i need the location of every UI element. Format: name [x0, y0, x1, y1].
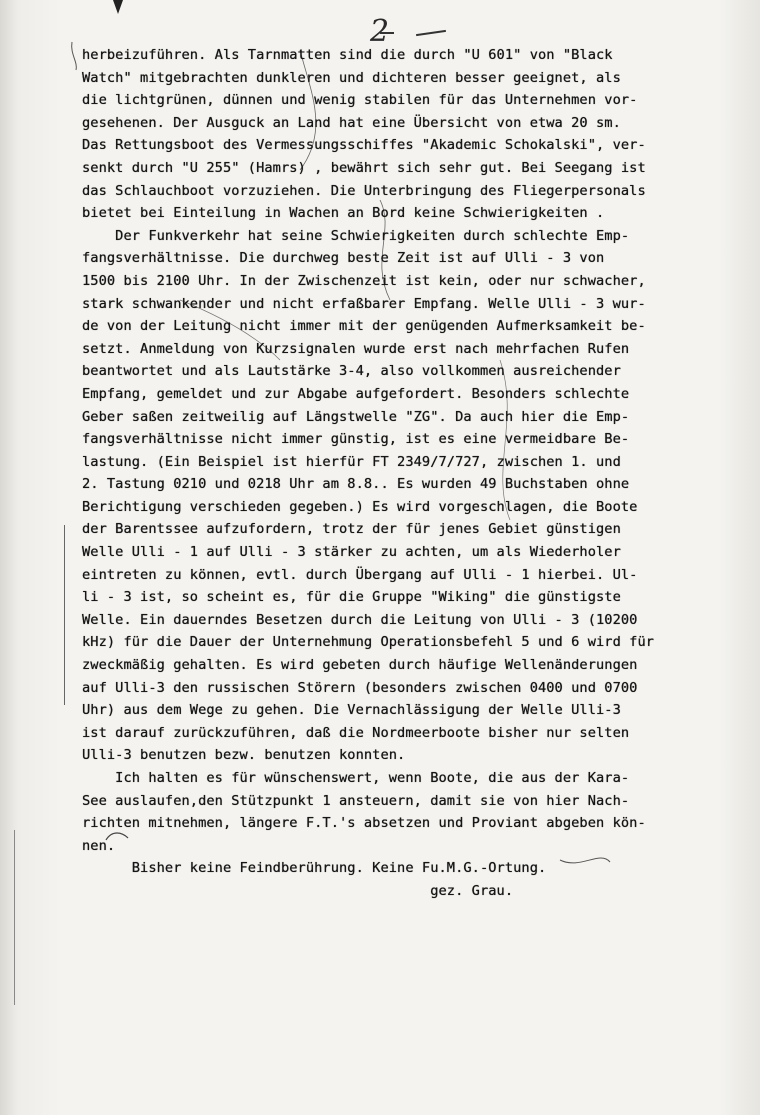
text-line-9: Der Funkverkehr hat seine Schwierigkeiten durch schlechte Emp-	[82, 227, 630, 244]
text-line-1: herbeizuführen. Als Tarnmatten sind die durch "U 601" von "Black	[82, 47, 613, 63]
text-line-35: richten mitnehmen, längere F.T.'s absetzen und Proviant abgeben kön-	[82, 815, 646, 832]
text-line-6: senkt durch "U 255" (Hamrs) , bewährt sich sehr gut. Bei Seegang ist	[82, 159, 646, 176]
text-line-27: kHz) für die Dauer der Unternehmung Operationsbefehl 5 und 6 wird für	[82, 634, 655, 651]
text-line-32: Ulli-3 benutzen bezw. benutzen konnten.	[82, 747, 406, 764]
letter-body	[82, 44, 760, 903]
text-line-22: der Barentssee aufzufordern, trotz der für jenes Gebiet günstigen	[82, 521, 621, 538]
text-line-23: Welle Ulli - 1 auf Ulli - 3 stärker zu achten, um als Wiederholer	[82, 544, 621, 561]
text-line-3: die lichtgrünen, dünnen und wenig stabilen für das Unternehmen vor-	[82, 92, 638, 109]
page-number-dash-right	[416, 30, 446, 36]
text-line-25: li - 3 ist, so scheint es, für die Gruppe "Wiking" die günstigste	[82, 589, 621, 606]
text-line-26: Welle. Ein dauerndes Besetzen durch die Leitung von Ulli - 3 (10200	[82, 611, 638, 628]
text-line-10: fangsverhältnisse. Die durchweg beste Zeit ist auf Ulli - 3 von	[82, 250, 605, 267]
text-line-37: Bisher keine Feindberührung. Keine Fu.M.G.-Ortung.	[82, 860, 547, 877]
text-line-17: Geber saßen zeitweilig auf Längstwelle "ZG". Da auch hier die Emp-	[82, 408, 630, 425]
text-line-14: setzt. Anmeldung von Kurzsignalen wurde erst nach mehrfachen Rufen	[82, 340, 630, 357]
corner-mark	[113, 0, 123, 14]
text-line-18: fangsverhältnisse nicht immer günstig, ist es eine vermeidbare Be-	[82, 431, 630, 448]
text-line-7: das Schlauchboot vorzuziehen. Die Unterbringung des Fliegerpersonals	[82, 182, 646, 199]
text-line-8: bietet bei Einteilung in Wachen an Bord keine Schwierigkeiten .	[82, 205, 605, 222]
text-line-31: ist darauf zurückzuführen, daß die Nordmeerboote bisher nur selten	[82, 724, 630, 741]
page-number: 2	[370, 14, 390, 49]
margin-mark-line-2	[14, 830, 15, 1005]
text-line-11: 1500 bis 2100 Uhr. In der Zwischenzeit ist kein, oder nur schwacher,	[82, 272, 646, 289]
text-line-28: zweckmäßig gehalten. Es wird gebeten durch häufige Wellenänderungen	[82, 657, 638, 674]
text-line-21: Berichtigung verschieden gegeben.) Es wird vorgeschlagen, die Boote	[82, 498, 638, 515]
text-line-13: de von der Leitung nicht immer mit der genügenden Aufmerksamkeit be-	[82, 318, 646, 335]
text-line-19: lastung. (Ein Beispiel ist hierfür FT 2349/7/727, zwischen 1. und	[82, 453, 621, 470]
text-line-5: Das Rettungsboot des Vermessungsschiffes "Akademic Schokalski", ver-	[82, 137, 646, 154]
text-line-33: Ich halten es für wünschenswert, wenn Boote, die aus der Kara-	[82, 770, 630, 786]
margin-mark-line	[64, 525, 65, 705]
text-line-34: See auslaufen,den Stützpunkt 1 ansteuern, damit sie von hier Nach-	[82, 792, 630, 809]
text-line-36: nen.	[82, 837, 116, 854]
text-line-15: beantwortet und als Lautstärke 3-4, also vollkommen ausreichender	[82, 363, 621, 380]
text-line-20: 2. Tastung 0210 und 0218 Uhr am 8.8.. Es wurden 49 Buchstaben ohne	[82, 476, 630, 493]
text-line-12: stark schwankender und nicht erfaßbarer Empfang. Welle Ulli - 3 wur-	[82, 295, 646, 312]
text-line-24: eintreten zu können, evtl. durch Übergang auf Ulli - 1 hierbei. Ul-	[82, 566, 638, 583]
text-line-4: gesehenen. Der Ausguck an Land hat eine Übersicht von etwa 20 sm.	[82, 114, 621, 131]
text-line-30: Uhr) aus dem Wege zu gehen. Die Vernachlässigung der Welle Ulli-3	[82, 702, 621, 719]
text-line-2: Watch" mitgebrachten dunkleren und dichteren besser geeignet, als	[82, 69, 621, 86]
text-line-29: auf Ulli-3 den russischen Störern (besonders zwischen 0400 und 0700	[82, 679, 638, 696]
signature-line: gez. Grau.	[82, 882, 514, 899]
text-line-16: Empfang, gemeldet und zur Abgabe aufgefordert. Besonders schlechte	[82, 385, 630, 402]
